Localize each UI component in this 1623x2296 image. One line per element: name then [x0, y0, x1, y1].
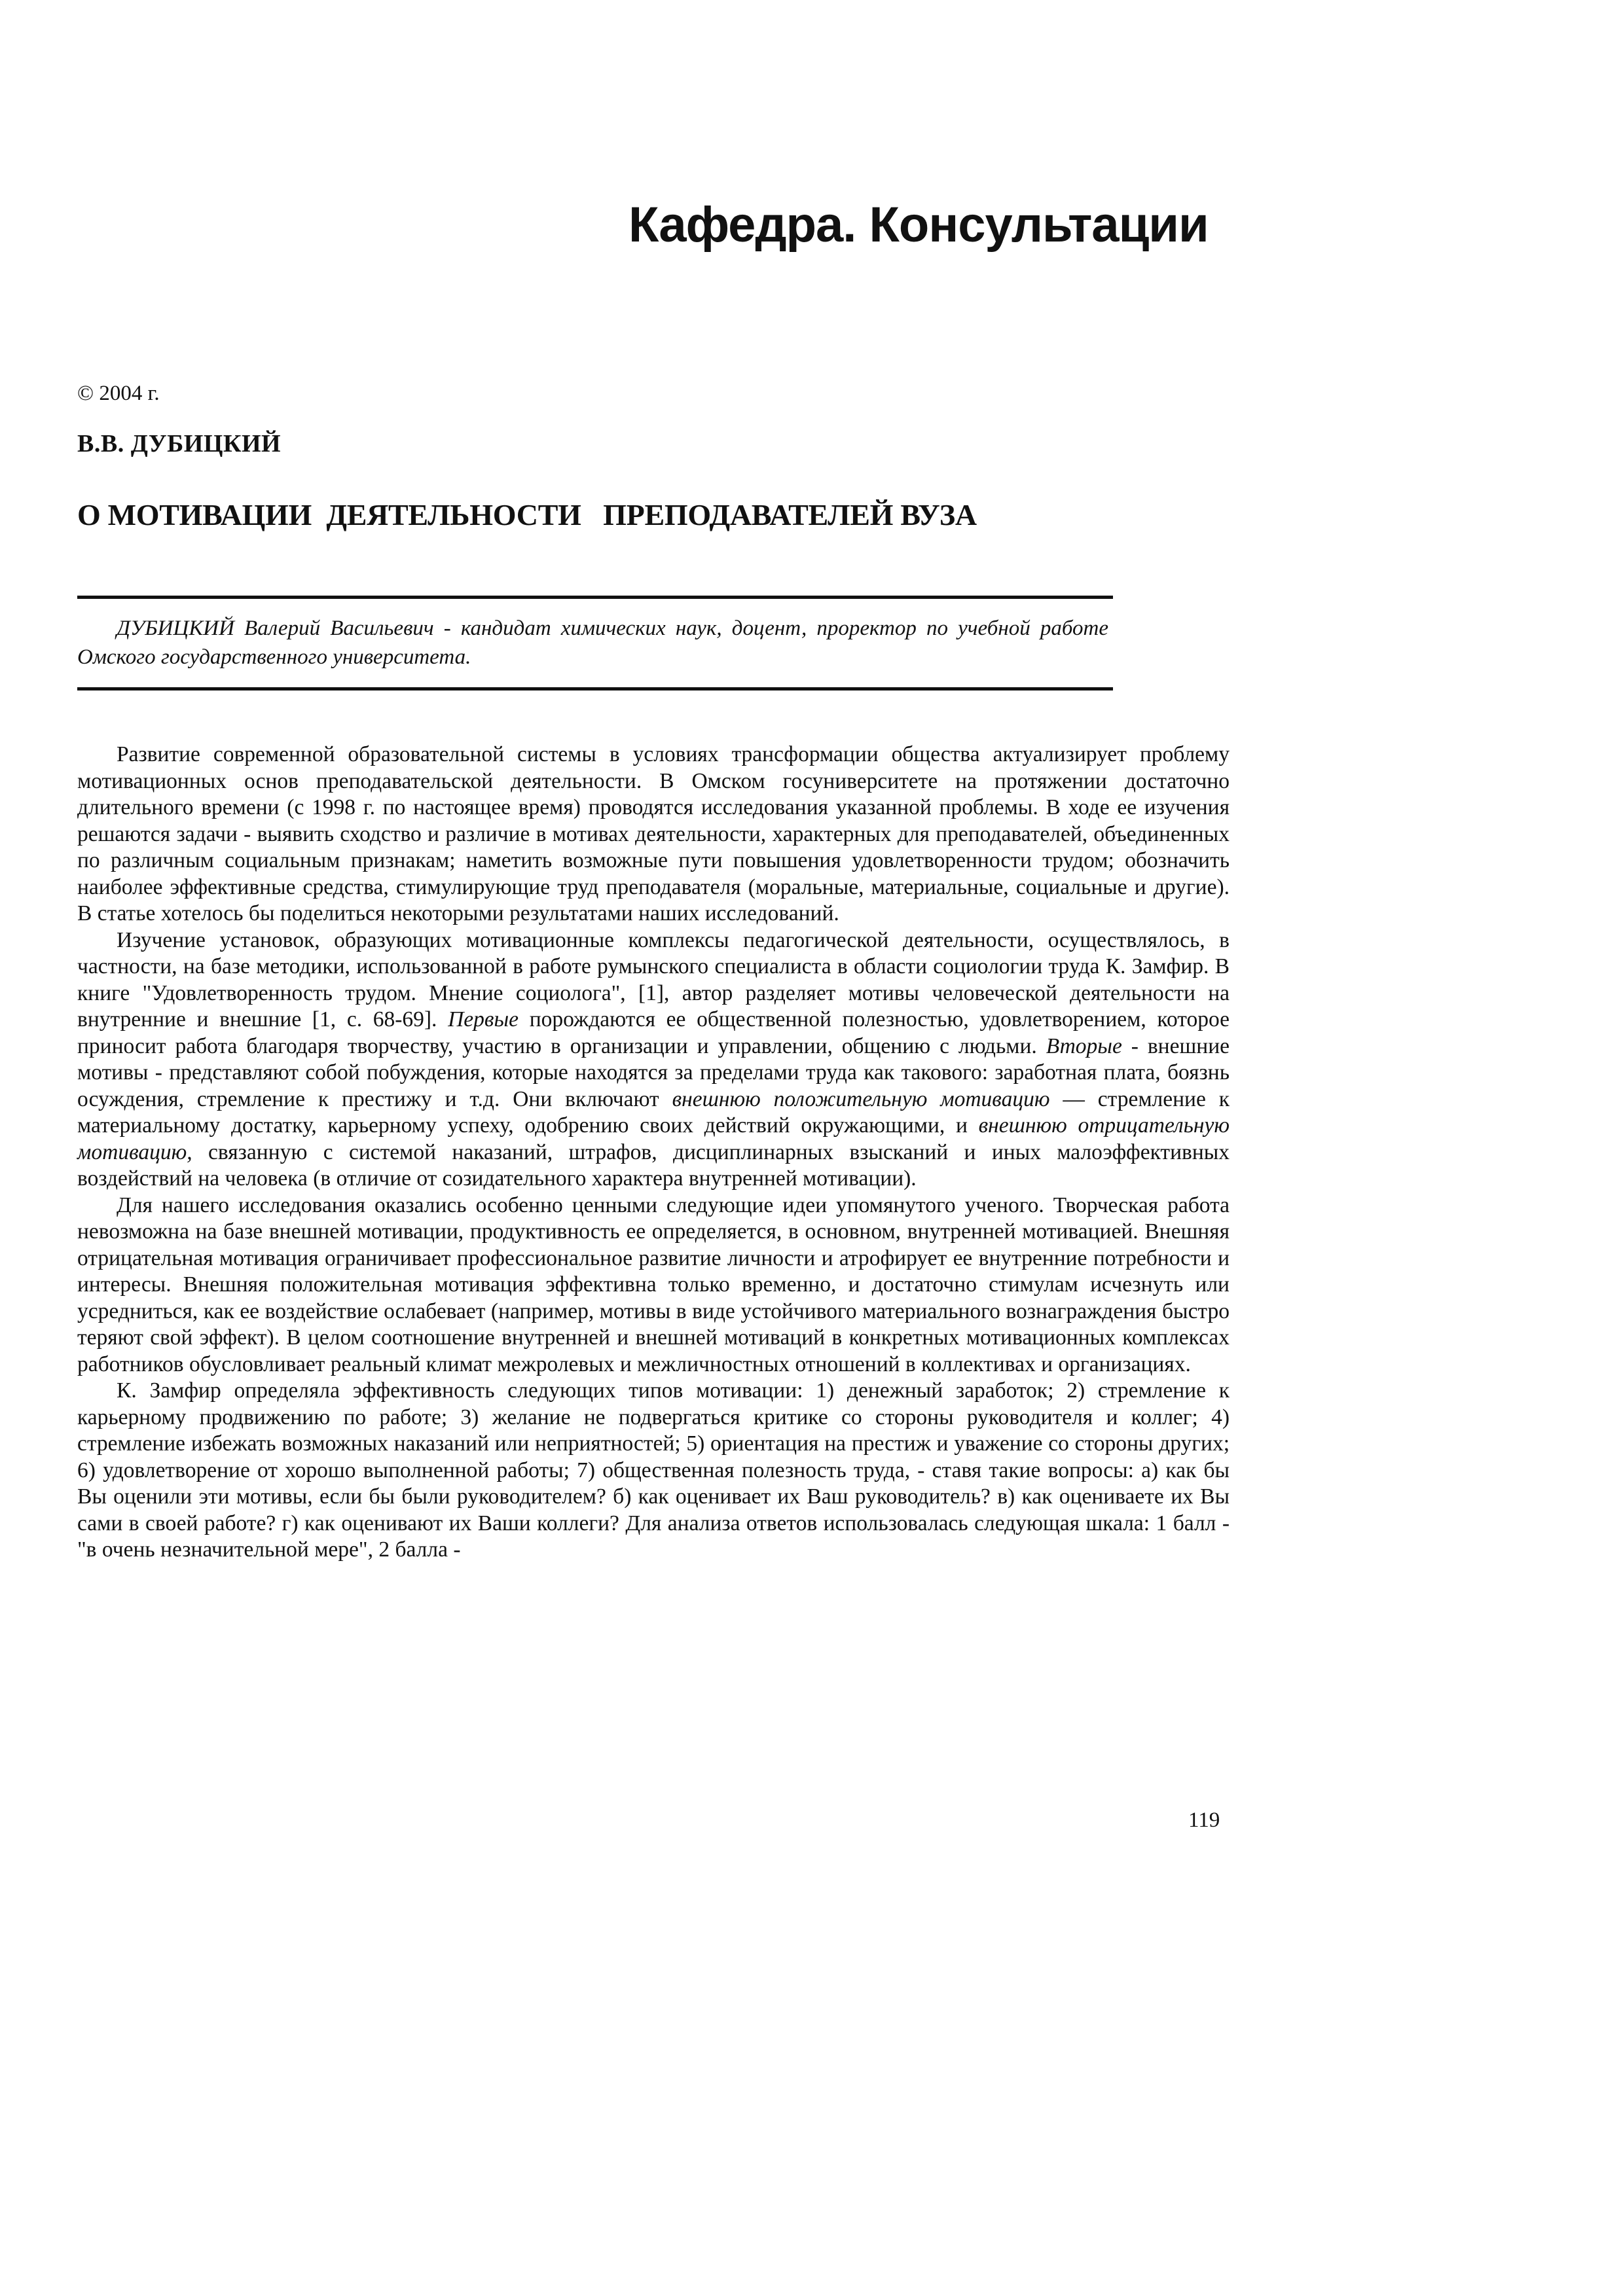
paragraph-2: Изучение установок, образующих мотивационные комплексы педагогической деятельности, осуществлялось, в частности, на базе методики, использованной в работе румынского специалиста в области социологии труда К. Замфир. В книге "Удовлетворенность трудом. Мнение социолога", [1], автор разделяет мотивы человеческой деятельности на внутренние и внешние [1, с. 68-69]. Первые порождаются ее общественной полезностью, удовлетворением, которое приносит работа благодаря творчеству, участию в организации и управлении, общению с людьми. Вторые - внешние мотивы - представляют собой побуждения, которые находятся за пределами труда как такового: заработная плата, боязнь осуждения, стремление к престижу и т.д. Они включают внешнюю положительную мотивацию — стремление к материальному достатку, карьерному успеху, одобрению своих действий окружающими, и внешнюю отрицательную мотивацию, связанную с системой наказаний, штрафов, дисциплинарных взысканий и иных малоэффективных воздействий на человека (в отличие от созидательного характера внутренней мотивации). — [77, 927, 1230, 1191]
author-bio: ДУБИЦКИЙ Валерий Васильевич - кандидат химических наук, доцент, проректор по учебной работе Омского государственного университета. — [77, 617, 1108, 669]
divider-bottom — [77, 687, 1113, 691]
paragraph-1: Развитие современной образовательной системы в условиях трансформации общества актуализирует проблему мотивационных основ преподавательской деятельности. В Омском госуниверситете на протяжении достаточно длительного времени (с 1998 г. по настоящее время) проводятся исследования указанной проблемы. В ходе ее изучения решаются задачи - выявить сходство и различие в мотивах деятельности, характерных для преподавателей, объединенных по различным социальным признакам; наметить возможные пути повышения удовлетворенности трудом; обозначить наиболее эффективные средства, стимулирующие труд преподавателя (моральные, материальные, социальные и другие). В статье хотелось бы поделиться некоторыми результатами наших исследований. — [77, 742, 1230, 925]
divider-top — [77, 596, 1113, 599]
paragraph-4: К. Замфир определяла эффективность следующих типов мотивации: 1) денежный заработок; 2) стремление к карьерному продвижению по работе; 3) желание не подвергаться критике со стороны руководителя и коллег; 4) стремление избежать возможных наказаний или неприятностей; 5) ориентация на престиж и уважение со стороны других; 6) удовлетворение от хорошо выполненной работы; 7) общественная полезность труда, - ставя такие вопросы: а) как бы Вы оценили эти мотивы, если бы были руководителем? б) как оценивает их Ваш руководитель? в) как оцениваете их Вы сами в своей работе? г) как оценивают их Ваши коллеги? Для анализа ответов использовалась следующая шкала: 1 балл - "в очень незначительной мере", 2 балла - — [77, 1378, 1230, 1562]
article-title: О МОТИВАЦИИ ДЕЯТЕЛЬНОСТИ ПРЕПОДАВАТЕЛЕЙ ВУЗА — [77, 498, 977, 531]
page-number: 119 — [1188, 1808, 1220, 1832]
paragraph-3: Для нашего исследования оказались особенно ценными следующие идеи упомянутого ученого. Творческая работа невозможна на базе внешней мотивации, продуктивность ее определяется, в основном, внутренней мотивацией. Внешняя отрицательная мотивация ограничивает профессиональное развитие личности и атрофирует ее внутренние потребности и интересы. Внешняя положительная мотивация эффективна только временно, и достаточно стимулам исчезнуть или усредниться, как ее воздействие ослабевает (например, мотивы в виде устойчивого материального вознаграждения быстро теряют свой эффект). В целом соотношение внутренней и внешней мотиваций в конкретных мотивационных комплексах работников обусловливает реальный климат межролевых и межличностных отношений в коллективах и организациях. — [77, 1193, 1230, 1376]
copyright: © 2004 г. — [77, 382, 160, 405]
author-name: В.В. ДУБИЦКИЙ — [77, 430, 282, 457]
article-body — [77, 742, 1230, 1564]
section-header: Кафедра. Консультации — [629, 197, 1209, 253]
